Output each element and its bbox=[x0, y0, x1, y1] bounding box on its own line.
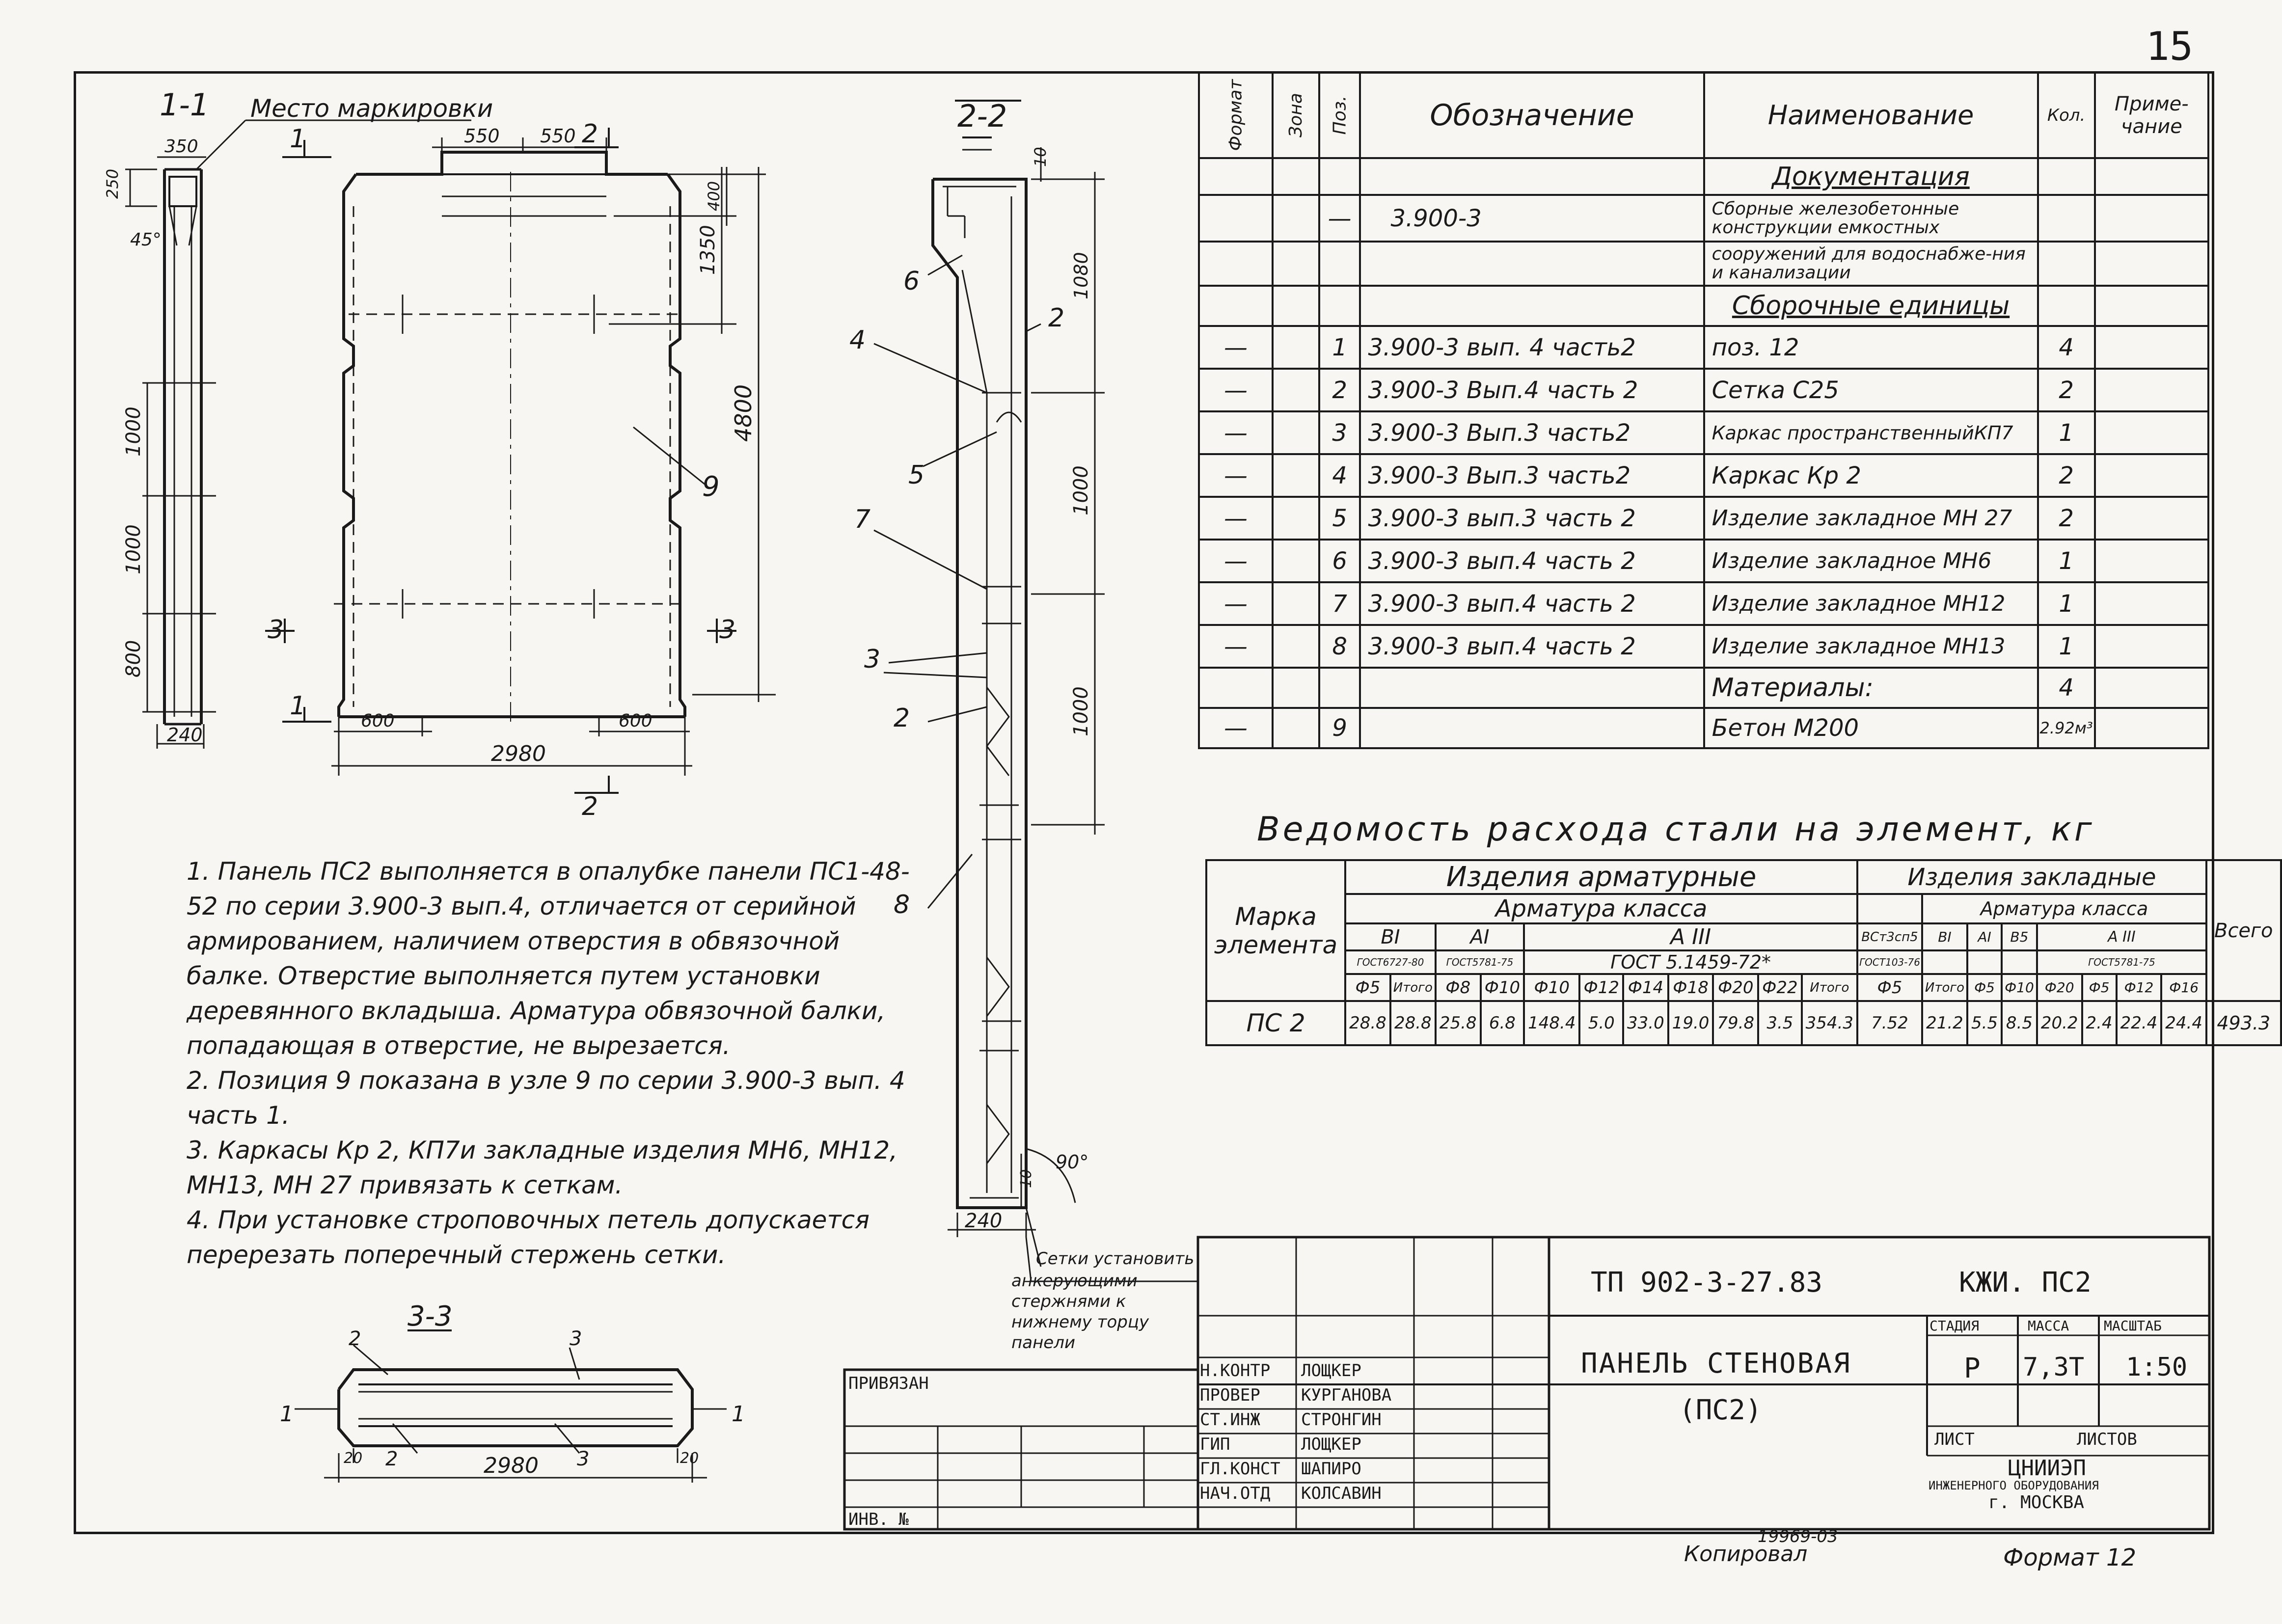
cut-2-bottom: 2 bbox=[582, 792, 598, 821]
s2-dim-10b: 10 bbox=[1018, 1169, 1035, 1188]
role-row: СТ.ИНЖ bbox=[1200, 1410, 1260, 1430]
page-number: 15 bbox=[2146, 24, 2193, 69]
section-documentation: Документация bbox=[1704, 158, 2038, 195]
cut-1-top: 1 bbox=[290, 124, 306, 154]
dim-550-b: 550 bbox=[540, 125, 576, 147]
mass-label: МАССА bbox=[2028, 1318, 2069, 1334]
doc-row-designation: 3.900-3 bbox=[1360, 195, 1704, 242]
inventory-label: ИНВ. № bbox=[848, 1510, 909, 1529]
mark-header: Марка элемента bbox=[1206, 860, 1345, 1001]
cut-2-top: 2 bbox=[582, 119, 598, 149]
copied-by-label: Копировал bbox=[1684, 1542, 1808, 1567]
anchor-note-line-4: нижнему торцу bbox=[1011, 1312, 1149, 1332]
signer-name: ЛОЩКЕР bbox=[1301, 1361, 1361, 1380]
sheet-label: ЛИСТ bbox=[1934, 1430, 1975, 1449]
dim-1350: 1350 bbox=[697, 225, 719, 275]
general-notes bbox=[187, 854, 913, 1272]
group-embedded: Изделия закладные bbox=[1857, 860, 2206, 894]
section-2-2-label: 2-2 bbox=[957, 98, 1007, 134]
col-pos: Поз. bbox=[1319, 72, 1360, 158]
note-2: 2. Позиция 9 показана в узле 9 по серии 3.900-3 вып. 4 часть 1. bbox=[187, 1066, 905, 1130]
s3-callout-1-left: 1 bbox=[280, 1402, 294, 1427]
dim-400: 400 bbox=[705, 181, 723, 211]
cut-1-bottom: 1 bbox=[290, 691, 306, 721]
materials-qty: 4 bbox=[2038, 668, 2095, 708]
org-name-2: ИНЖЕНЕРНОГО ОБОРУДОВАНИЯ bbox=[1929, 1479, 2099, 1492]
callout-2-b: 2 bbox=[894, 704, 910, 733]
anchor-note-line-5: панели bbox=[1011, 1333, 1076, 1353]
doc-row-name-1: Сборные железобетонные конструкции емкостных bbox=[1704, 195, 2038, 242]
dim-1000-a: 1000 bbox=[122, 406, 145, 457]
specification-table bbox=[1198, 71, 2209, 749]
sheet-format: Формат 12 bbox=[2003, 1544, 2137, 1571]
callout-4: 4 bbox=[849, 325, 866, 355]
callout-6: 6 bbox=[903, 267, 920, 296]
s3-callout-3-top: 3 bbox=[570, 1327, 582, 1350]
s2-dim-240: 240 bbox=[965, 1210, 1003, 1232]
org-name-3: г. МОСКВА bbox=[1988, 1492, 2085, 1513]
doc-row-name-2: сооружений для водоснабже-ния и канализации bbox=[1704, 242, 2038, 286]
s2-dim-10: 10 bbox=[1031, 147, 1050, 167]
cut-3-left: 3 bbox=[268, 615, 284, 645]
concrete-row: — 9 Бетон М200 2.92м³ bbox=[1199, 708, 2208, 748]
s3-callout-2-bottom: 2 bbox=[385, 1448, 398, 1470]
spec-row: — 6 3.900-3 вып.4 часть 2 Изделие закладное МН6 1 bbox=[1199, 540, 2208, 582]
spec-row: — 4 3.900-3 Вып.3 часть2 Каркас Кр 2 2 bbox=[1199, 454, 2208, 497]
drawing-code: КЖИ. ПС2 bbox=[1959, 1267, 2092, 1299]
anchor-note-line-2: анкерующими bbox=[1011, 1271, 1138, 1291]
dim-1000-b: 1000 bbox=[122, 524, 145, 574]
role-row: Н.КОНТР bbox=[1200, 1361, 1271, 1380]
anchor-note-line-3: стержнями к bbox=[1011, 1292, 1126, 1311]
group-rebar: Изделия арматурные bbox=[1345, 860, 1857, 894]
spec-row: — 5 3.900-3 вып.3 часть 2 Изделие закладное МН 27 2 bbox=[1199, 497, 2208, 540]
callout-3: 3 bbox=[864, 645, 881, 674]
s2-dim-1080: 1080 bbox=[1070, 252, 1092, 299]
col-format: Формат bbox=[1199, 72, 1273, 158]
org-name-1: ЦНИИЭП bbox=[2008, 1456, 2086, 1481]
dim-550-a: 550 bbox=[464, 125, 500, 147]
s3-dim-20-a: 20 bbox=[344, 1450, 363, 1467]
callout-9: 9 bbox=[702, 471, 720, 503]
section-assembly-units: Сборочные единицы bbox=[1704, 286, 2038, 326]
spec-row: — 2 3.900-3 Вып.4 часть 2 Сетка С25 2 bbox=[1199, 369, 2208, 411]
callout-5: 5 bbox=[908, 460, 925, 490]
dim-45deg: 45° bbox=[130, 230, 162, 250]
drawing-title-2: (ПС2) bbox=[1679, 1394, 1762, 1426]
class-embedded: Арматура класса bbox=[1922, 894, 2206, 923]
total-header: Всего bbox=[2206, 860, 2281, 1001]
signer-name: ЛОЩКЕР bbox=[1301, 1435, 1361, 1454]
s3-dim-20-b: 20 bbox=[680, 1450, 699, 1467]
s2-dim-1000-b: 1000 bbox=[1070, 686, 1092, 736]
spec-row: — 3 3.900-3 Вып.3 часть2 Каркас пространственныйКП7 1 bbox=[1199, 411, 2208, 454]
note-4: 4. При установке строповочных петель допускается перерезать поперечный стержень сетки. bbox=[187, 1206, 870, 1269]
scale-label: МАСШТАБ bbox=[2104, 1318, 2162, 1334]
s3-callout-3-bottom: 3 bbox=[577, 1448, 590, 1470]
signer-name: ШАПИРО bbox=[1301, 1459, 1361, 1479]
section-3-3-label: 3-3 bbox=[408, 1300, 453, 1332]
project-number: ТП 902-3-27.83 bbox=[1591, 1267, 1823, 1299]
s3-callout-2-top: 2 bbox=[349, 1327, 361, 1350]
s2-dim-1000-a: 1000 bbox=[1070, 465, 1092, 515]
role-row: ГЛ.КОНСТ bbox=[1200, 1459, 1280, 1479]
dim-250: 250 bbox=[103, 168, 122, 199]
note-3: 3. Каркасы Кр 2, КП7и закладные изделия МН6, МН12, МН13, МН 27 привязать к сеткам. bbox=[187, 1136, 898, 1199]
callout-7: 7 bbox=[854, 505, 871, 534]
scale-value: 1:50 bbox=[2126, 1353, 2188, 1382]
signer-name: КУРГАНОВА bbox=[1301, 1385, 1392, 1405]
callout-8: 8 bbox=[894, 890, 910, 920]
role-row: ПРОВЕР bbox=[1200, 1385, 1260, 1405]
dim-4800: 4800 bbox=[730, 384, 757, 442]
spec-row: — 8 3.900-3 вып.4 часть 2 Изделие закладное МН13 1 bbox=[1199, 625, 2208, 668]
col-name: Наименование bbox=[1704, 72, 2038, 158]
section-1-1 bbox=[125, 120, 471, 749]
s3-callout-1-right: 1 bbox=[732, 1402, 745, 1427]
copy-number: 19969-03 bbox=[1758, 1527, 1838, 1546]
s2-dim-90deg: 90° bbox=[1056, 1151, 1089, 1173]
col-qty: Кол. bbox=[2038, 72, 2095, 158]
sheets-label: ЛИСТОВ bbox=[2077, 1430, 2137, 1449]
steel-table-title: Ведомость расхода стали на элемент, кг bbox=[1257, 810, 2095, 849]
cut-3-right: 3 bbox=[719, 615, 736, 645]
materials-label: Материалы: bbox=[1704, 668, 2038, 708]
dim-600-b: 600 bbox=[619, 711, 652, 731]
marking-place-label: Место маркировки bbox=[250, 94, 493, 123]
role-row: НАЧ.ОТД bbox=[1200, 1484, 1271, 1503]
signer-name: КОЛСАВИН bbox=[1301, 1484, 1382, 1503]
bound-label: ПРИВЯЗАН bbox=[848, 1374, 929, 1393]
class-rebar: Арматура класса bbox=[1345, 894, 1857, 923]
dim-240: 240 bbox=[167, 724, 203, 746]
stage-value: Р bbox=[1964, 1353, 1981, 1384]
spec-row: — 1 3.900-3 вып. 4 часть2 поз. 12 4 bbox=[1199, 326, 2208, 369]
steel-row-ps2: ПС 2 28.8 28.8 25.8 6.8 148.4 5.0 33.0 19.0 79.8 3.5 354.3 7.52 21.2 5.5 8.5 20.2 2.4 22.4 24.4 493.3 bbox=[1206, 1001, 2281, 1045]
stage-label: СТАДИЯ bbox=[1929, 1318, 1980, 1334]
col-note: Приме-чание bbox=[2095, 72, 2208, 158]
callout-2-a: 2 bbox=[1048, 303, 1065, 333]
anchor-note-line-1: Сетки установить bbox=[1036, 1249, 1195, 1269]
section-1-1-label: 1-1 bbox=[160, 87, 210, 123]
note-1: 1. Панель ПС2 выполняется в опалубке панели ПС1-48-52 по серии 3.900-3 вып.4, отличается от серийной армированием, наличием отверстия в обвязочной балке. Отверстие выполняется путем установки деревянного вкладыша. Арматура обвязочной балки, попадающая в отверстие, не вырезается. bbox=[187, 857, 910, 1060]
dim-350: 350 bbox=[164, 136, 198, 157]
steel-table: Марка элемента Изделия арматурные Изделия закладные Всего Арматура класса Арматура класса ВI АI А III ВСт3сп5 ВI АI В5 А III ГОСТ6727-80 ГОСТ5781-75 ГОСТ 5.1459-72* ГОСТ103-76 ГОСТ5781-75 Ф5 Итого Ф8 Ф10 Ф10 Ф12 Ф14 Ф18 Ф20 Ф22 Итого Ф5 Итого Ф5 Ф10 Ф20 Ф5 Ф12 Ф16 ПС 2 28.8 28.8 25.8 6.8 148.4 5.0 33.0 19.0 79.8 3.5 354.3 7.52 21.2 5.5 8.5 20.2 2.4 22.4 24.4 493.3 bbox=[1205, 859, 2282, 1046]
dim-2980: 2980 bbox=[491, 741, 546, 766]
col-designation: Обозначение bbox=[1360, 72, 1704, 158]
spec-row: — 7 3.900-3 вып.4 часть 2 Изделие закладное МН12 1 bbox=[1199, 582, 2208, 625]
s3-dim-2980: 2980 bbox=[484, 1453, 539, 1478]
doc-row-pos: — bbox=[1319, 195, 1360, 242]
drawing-title-1: ПАНЕЛЬ СТЕНОВАЯ bbox=[1581, 1348, 1851, 1380]
dim-600-a: 600 bbox=[361, 711, 395, 731]
dim-800: 800 bbox=[122, 640, 145, 677]
col-zone: Зона bbox=[1273, 72, 1319, 158]
role-row: ГИП bbox=[1200, 1435, 1230, 1454]
mass-value: 7,3Т bbox=[2023, 1353, 2085, 1382]
diameter-row: Ф5 Итого Ф8 Ф10 Ф10 Ф12 Ф14 Ф18 Ф20 Ф22 Итого Ф5 Итого Ф5 Ф10 Ф20 Ф5 Ф12 Ф16 bbox=[1206, 974, 2281, 1001]
signer-name: СТРОНГИН bbox=[1301, 1410, 1382, 1430]
